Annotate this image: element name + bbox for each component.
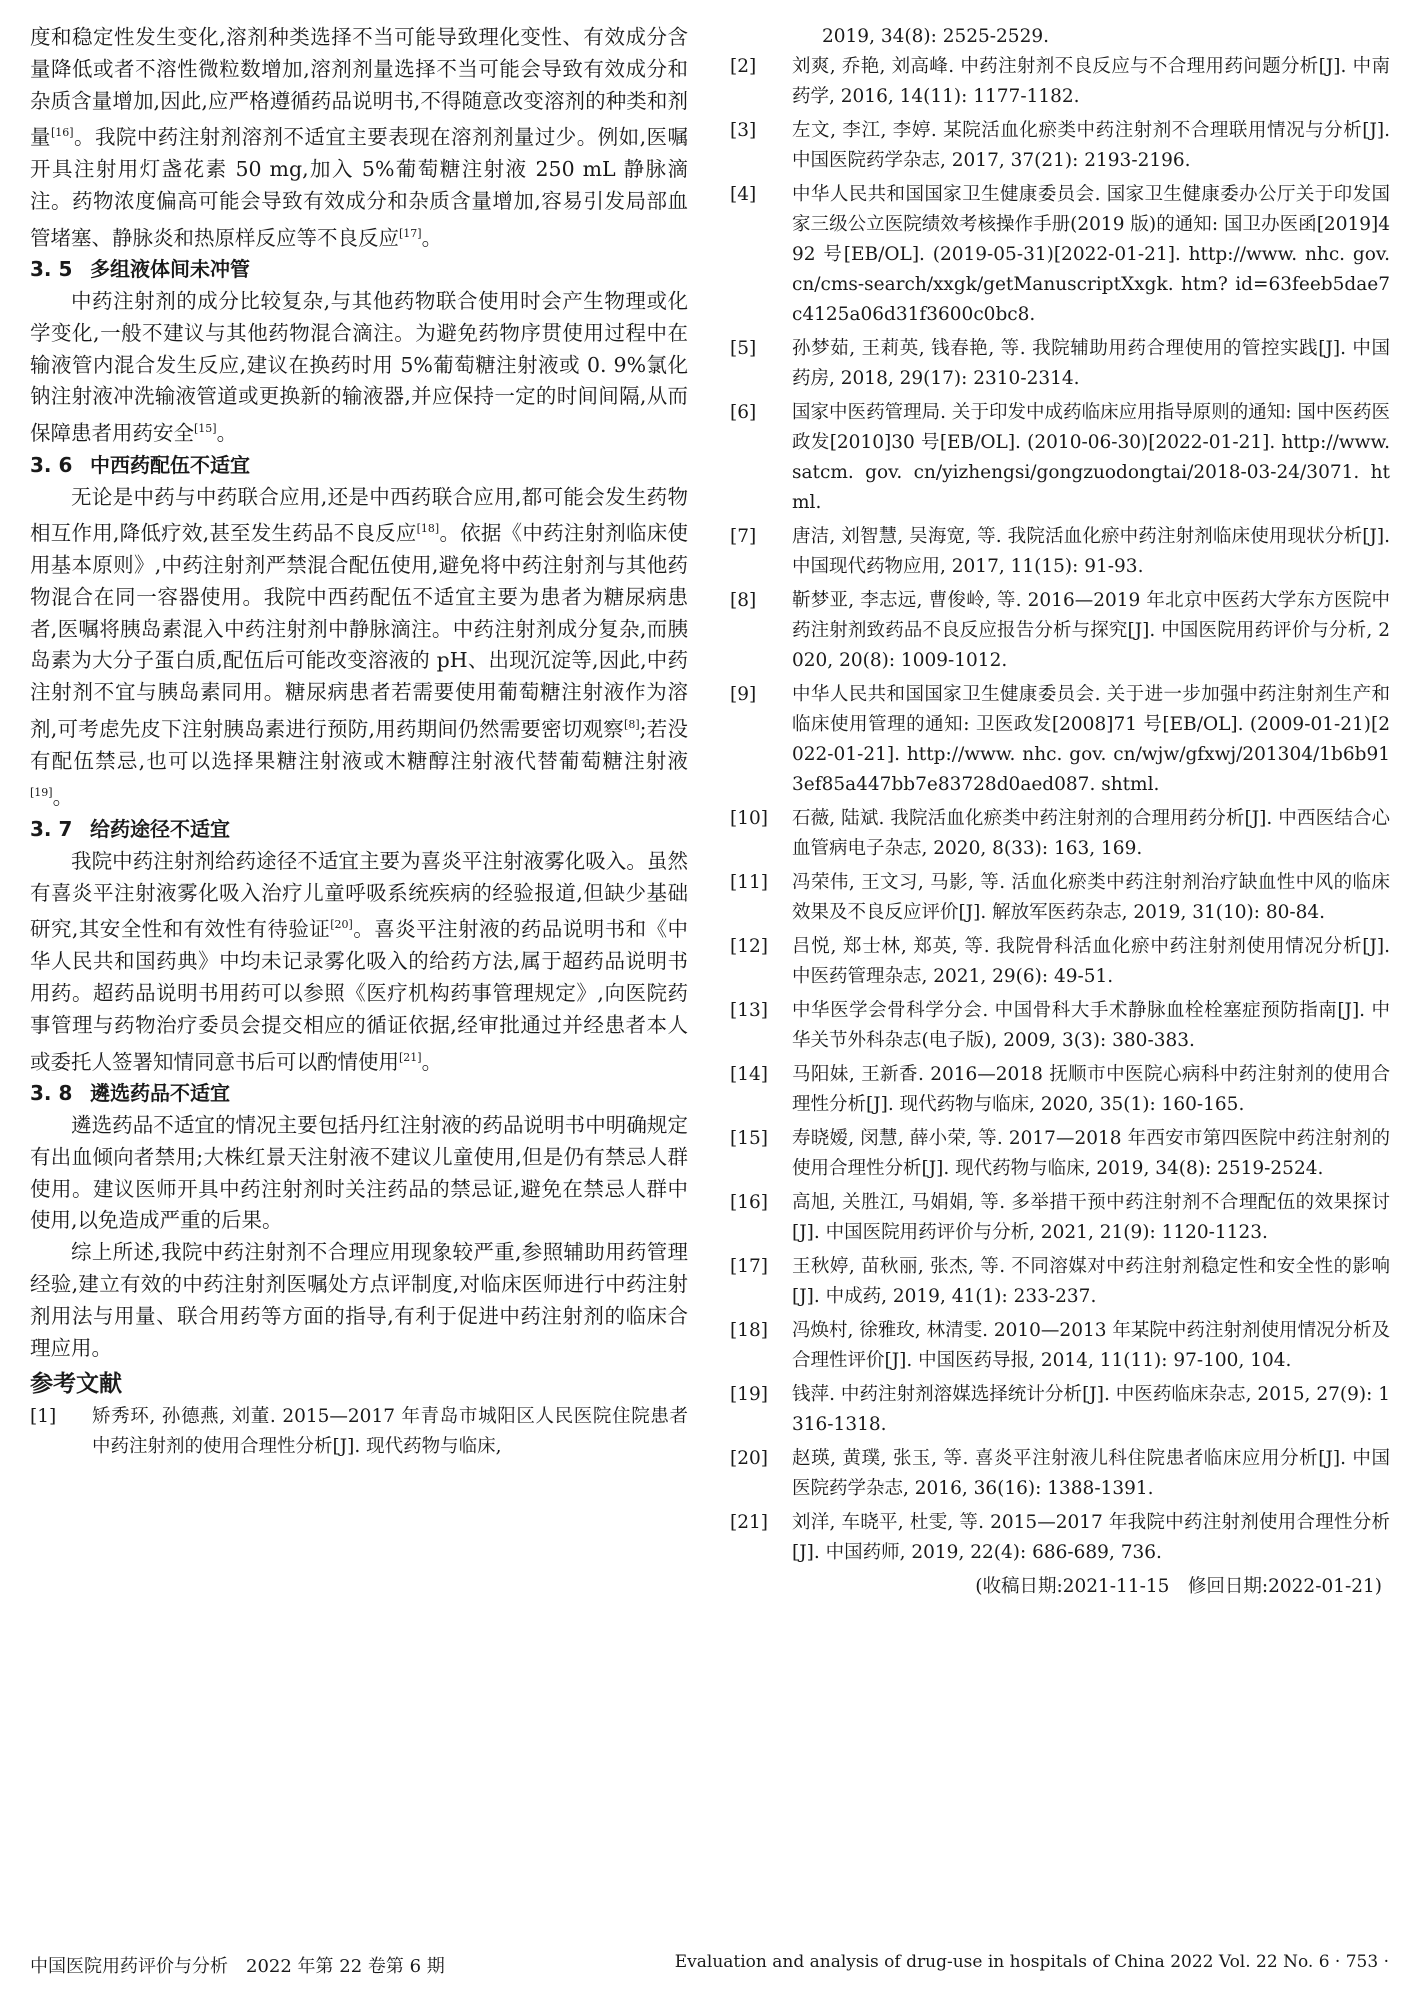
- reference-item: [730, 52, 1390, 112]
- reference-text: 中华医学会骨科学分会. 中国骨科大手术静脉血栓栓塞症预防指南[J]. 中华关节外科杂志(电子版), 2009, 3(3): 380-383.: [792, 1000, 1390, 1051]
- reference-text: 石薇, 陆斌. 我院活血化瘀类中药注射剂的合理用药分析[J]. 中西医结合心血管病电子杂志, 2020, 8(33): 163, 169.: [792, 808, 1390, 859]
- section-heading-3-7: [30, 814, 688, 846]
- reference-number: [12]: [730, 936, 768, 957]
- reference-number: [11]: [730, 872, 768, 893]
- reference-item: [730, 996, 1390, 1056]
- section-title: 中西药配伍不适宜: [90, 452, 250, 477]
- reference-text: 中华人民共和国国家卫生健康委员会. 国家卫生健康委办公厅关于印发国家三级公立医院绩效考核操作手册(2019 版)的通知: 国卫办医函[2019]492 号[EB/OL]. (2019-05-31)[2022-01-21]. http://www. nhc. gov. cn/cms-search/xxgk/getManuscriptXxgk. htm? id=63feeb5dae7c4125a06d31f3600c0bc8.: [792, 184, 1390, 325]
- reference-text: 中华人民共和国国家卫生健康委员会. 关于进一步加强中药注射剂生产和临床使用管理的通知: 卫医政发[2008]71 号[EB/OL]. (2009-01-21)[2022-01-21]. http://www. nhc. gov. cn/wjw/gfxwj/201304/1b6b913ef85a447bb7e83728d0aed087. shtml.: [792, 684, 1390, 795]
- reference-item: [730, 522, 1390, 582]
- reference-item: [30, 1402, 688, 1462]
- section-title: 多组液体间未冲管: [90, 257, 250, 282]
- section-number: 3. 7: [30, 817, 73, 842]
- reference-item: [730, 1444, 1390, 1504]
- reference-number: [21]: [730, 1512, 768, 1533]
- reference-text: 孙梦茹, 王莉英, 钱春艳, 等. 我院辅助用药合理使用的管控实践[J]. 中国药房, 2018, 29(17): 2310-2314.: [792, 338, 1390, 389]
- reference-item: [730, 804, 1390, 864]
- reference-item: [730, 1316, 1390, 1376]
- reference-text: 高旭, 关胜江, 马娟娟, 等. 多举措干预中药注射剂不合理配伍的效果探讨[J]. 中国医院用药评价与分析, 2021, 21(9): 1120-1123.: [792, 1192, 1390, 1243]
- reference-number: [18]: [730, 1320, 768, 1341]
- reference-item: [730, 1252, 1390, 1312]
- reference-item: [730, 180, 1390, 330]
- paragraph-summary: 综上所述,我院中药注射剂不合理应用现象较严重,参照辅助用药管理经验,建立有效的中药注射剂医嘱处方点评制度,对临床医师进行中药注射剂用法与用量、联合用药等方面的指导,有利于促进中药注射剂的临床合理应用。: [30, 1240, 688, 1360]
- reference-number: [6]: [730, 402, 757, 423]
- reference-number: [20]: [730, 1448, 768, 1469]
- paragraph-3-8: 遴选药品不适宜的情况主要包括丹红注射液的药品说明书中明确规定有出血倾向者禁用;大株红景天注射液不建议儿童使用,但是仍有禁忌人群使用。建议医师开具中药注射剂时关注药品的禁忌证,避免在禁忌人群中使用,以免造成严重的后果。: [30, 1112, 688, 1233]
- left-column: [30, 22, 688, 1462]
- reference-number: [17]: [730, 1256, 768, 1277]
- section-title: 给药途径不适宜: [90, 817, 230, 842]
- section-title: 遴选药品不适宜: [90, 1081, 230, 1106]
- reference-item: [730, 1188, 1390, 1248]
- reference-item: [730, 1380, 1390, 1440]
- reference-item: [730, 868, 1390, 928]
- reference-number: [16]: [730, 1192, 768, 1213]
- reference-item: [730, 586, 1390, 676]
- references-heading: 参考文献: [30, 1371, 122, 1398]
- reference-number: [3]: [730, 120, 757, 141]
- reference-text: 寿晓嫒, 闵慧, 薛小荣, 等. 2017—2018 年西安市第四医院中药注射剂的使用合理性分析[J]. 现代药物与临床, 2019, 34(8): 2519-2524.: [792, 1128, 1390, 1179]
- reference-text: 矫秀环, 孙德燕, 刘董. 2015—2017 年青岛市城阳区人民医院住院患者中药注射剂的使用合理性分析[J]. 现代药物与临床,: [92, 1406, 688, 1458]
- paragraph-3-6: 无论是中药与中药联合应用,还是中西药联合应用,都可能会发生药物相互作用,降低疗效,甚至发生药品不良反应[18]。依据《中药注射剂临床使用基本原则》,中药注射剂严禁混合配伍使用,避免将中药注射剂与其他药物混合在同一容器使用。我院中西药配伍不适宜主要为患者为糖尿病患者,医嘱将胰岛素混入中药注射剂中静脉滴注。中药注射剂成分复杂,而胰岛素为大分子蛋白质,配伍后可能改变溶液的 pH、出现沉淀等,因此,中药注射剂不宜与胰岛素同用。糖尿病患者若需要使用葡萄糖注射液作为溶剂,可考虑先皮下注射胰岛素进行预防,用药期间仍然需要密切观察[8];若没有配伍禁忌,也可以选择果糖注射液或木糖醇注射液代替葡萄糖注射液[19]。: [30, 484, 688, 810]
- paragraph-3-5: 中药注射剂的成分比较复杂,与其他药物联合使用时会产生物理或化学变化,一般不建议与其他药物混合滴注。为避免药物序贯使用过程中在输液管内混合发生反应,建议在换药时用 5%葡萄糖注射液或 0. 9%氯化钠注射液冲洗输液管道或更换新的输液器,并应保持一定的时间间隔,从而保障患者用药安全[15]。: [30, 289, 688, 446]
- section-heading-3-5: [30, 254, 688, 286]
- paragraph-3-7: 我院中药注射剂给药途径不适宜主要为喜炎平注射液雾化吸入。虽然有喜炎平注射液雾化吸入治疗儿童呼吸系统疾病的经验报道,但缺少基础研究,其安全性和有效性有待验证[20]。喜炎平注射液的药品说明书和《中华人民共和国药典》中均未记录雾化吸入的给药方法,属于超药品说明书用药。超药品说明书用药可以参照《医疗机构药事管理规定》,向医院药事管理与药物治疗委员会提交相应的循证依据,经审批通过并经患者本人或委托人签署知情同意书后可以酌情使用[21]。: [30, 848, 689, 1074]
- reference-item: [730, 334, 1390, 394]
- reference-item: [730, 1508, 1390, 1568]
- reference-number: [9]: [730, 684, 757, 705]
- reference-number: [2]: [730, 56, 757, 77]
- reference-number: [4]: [730, 184, 757, 205]
- reference-number: [7]: [730, 526, 757, 547]
- reference-list: [730, 52, 1390, 1568]
- reference-number: [10]: [730, 808, 768, 829]
- reference-text: 国家中医药管理局. 关于印发中成药临床应用指导原则的通知: 国中医药医政发[2010]30 号[EB/OL]. (2010-06-30)[2022-01-21]. http://www. satcm. gov. cn/yizhengsi/gongzuodongtai/2018-03-24/3071. html.: [792, 402, 1390, 513]
- reference-item: [730, 1060, 1390, 1120]
- received-revised-dates: (收稿日期:2021-11-15 修回日期:2022-01-21): [975, 1576, 1382, 1597]
- footer-journal-cn: 中国医院用药评价与分析 2022 年第 22 卷第 6 期: [30, 1956, 445, 1977]
- reference-text: 马阳妹, 王新香. 2016—2018 抚顺市中医院心病科中药注射剂的使用合理性分析[J]. 现代药物与临床, 2020, 35(1): 160-165.: [792, 1064, 1390, 1115]
- right-column: [730, 22, 1390, 1602]
- reference-text: 左文, 李江, 李婷. 某院活血化瘀类中药注射剂不合理联用情况与分析[J]. 中国医院药学杂志, 2017, 37(21): 2193-2196.: [792, 120, 1390, 171]
- section-heading-3-6: [30, 450, 688, 482]
- reference-item: [730, 116, 1390, 176]
- reference-item: [730, 1124, 1390, 1184]
- reference-text: 唐洁, 刘智慧, 吴海宽, 等. 我院活血化瘀中药注射剂临床使用现状分析[J]. 中国现代药物应用, 2017, 11(15): 91-93.: [792, 526, 1390, 577]
- section-number: 3. 5: [30, 257, 73, 282]
- reference-number: [15]: [730, 1128, 768, 1149]
- reference-text: 冯焕村, 徐雅玫, 林清雯. 2010—2013 年某院中药注射剂使用情况分析及合理性评价[J]. 中国医药导报, 2014, 11(11): 97-100, 104.: [792, 1320, 1390, 1371]
- reference-number: [13]: [730, 1000, 768, 1021]
- section-heading-3-8: [30, 1078, 688, 1110]
- reference-text: 赵瑛, 黄璞, 张玉, 等. 喜炎平注射液儿科住院患者临床应用分析[J]. 中国医院药学杂志, 2016, 36(16): 1388-1391.: [792, 1448, 1390, 1499]
- reference-number: [8]: [730, 590, 757, 611]
- reference-text: 冯荣伟, 王文习, 马影, 等. 活血化瘀类中药注射剂治疗缺血性中风的临床效果及不良反应评价[J]. 解放军医药杂志, 2019, 31(10): 80-84.: [792, 872, 1390, 923]
- reference-text: 刘爽, 乔艳, 刘高峰. 中药注射剂不良反应与不合理用药问题分析[J]. 中南药学, 2016, 14(11): 1177-1182.: [792, 56, 1390, 107]
- reference-item: [730, 932, 1390, 992]
- reference-item: [730, 680, 1390, 800]
- reference-number: [14]: [730, 1064, 768, 1085]
- reference-number: [1]: [30, 1406, 57, 1428]
- reference-item: [730, 398, 1390, 518]
- reference-text: 王秋婷, 苗秋丽, 张杰, 等. 不同溶媒对中药注射剂稳定性和安全性的影响[J]. 中成药, 2019, 41(1): 233-237.: [792, 1256, 1390, 1307]
- reference-continuation: 2019, 34(8): 2525-2529.: [822, 26, 1049, 47]
- footer-journal-en: Evaluation and analysis of drug-use in hospitals of China 2022 Vol. 22 No. 6 · 753 ·: [674, 1952, 1389, 1972]
- paragraph-solvent: 度和稳定性发生变化,溶剂种类选择不当可能导致理化变性、有效成分含量降低或者不溶性微粒数增加,溶剂剂量选择不当可能会导致有效成分和杂质含量增加,因此,应严格遵循药品说明书,不得随意改变溶剂的种类和剂量[16]。我院中药注射剂溶剂不适宜主要表现在溶剂剂量过少。例如,医嘱开具注射用灯盏花素 50 mg,加入 5%葡萄糖注射液 250 mL 静脉滴注。药物浓度偏高可能会导致有效成分和杂质含量增加,容易引发局部血管堵塞、静脉炎和热原样反应等不良反应[17]。: [30, 25, 689, 250]
- reference-number: [5]: [730, 338, 757, 359]
- section-number: 3. 8: [30, 1081, 73, 1106]
- reference-text: 钱萍. 中药注射剂溶媒选择统计分析[J]. 中医药临床杂志, 2015, 27(9): 1316-1318.: [792, 1384, 1390, 1435]
- section-number: 3. 6: [30, 452, 73, 477]
- reference-number: [19]: [730, 1384, 768, 1405]
- reference-text: 刘洋, 车晓平, 杜雯, 等. 2015—2017 年我院中药注射剂使用合理性分析[J]. 中国药师, 2019, 22(4): 686-689, 736.: [792, 1512, 1390, 1563]
- reference-text: 靳梦亚, 李志远, 曹俊岭, 等. 2016—2019 年北京中医药大学东方医院中药注射剂致药品不良反应报告分析与探究[J]. 中国医院用药评价与分析, 2020, 20(8): 1009-1012.: [792, 590, 1390, 671]
- reference-text: 吕悦, 郑士林, 郑英, 等. 我院骨科活血化瘀中药注射剂使用情况分析[J]. 中医药管理杂志, 2021, 29(6): 49-51.: [792, 936, 1390, 987]
